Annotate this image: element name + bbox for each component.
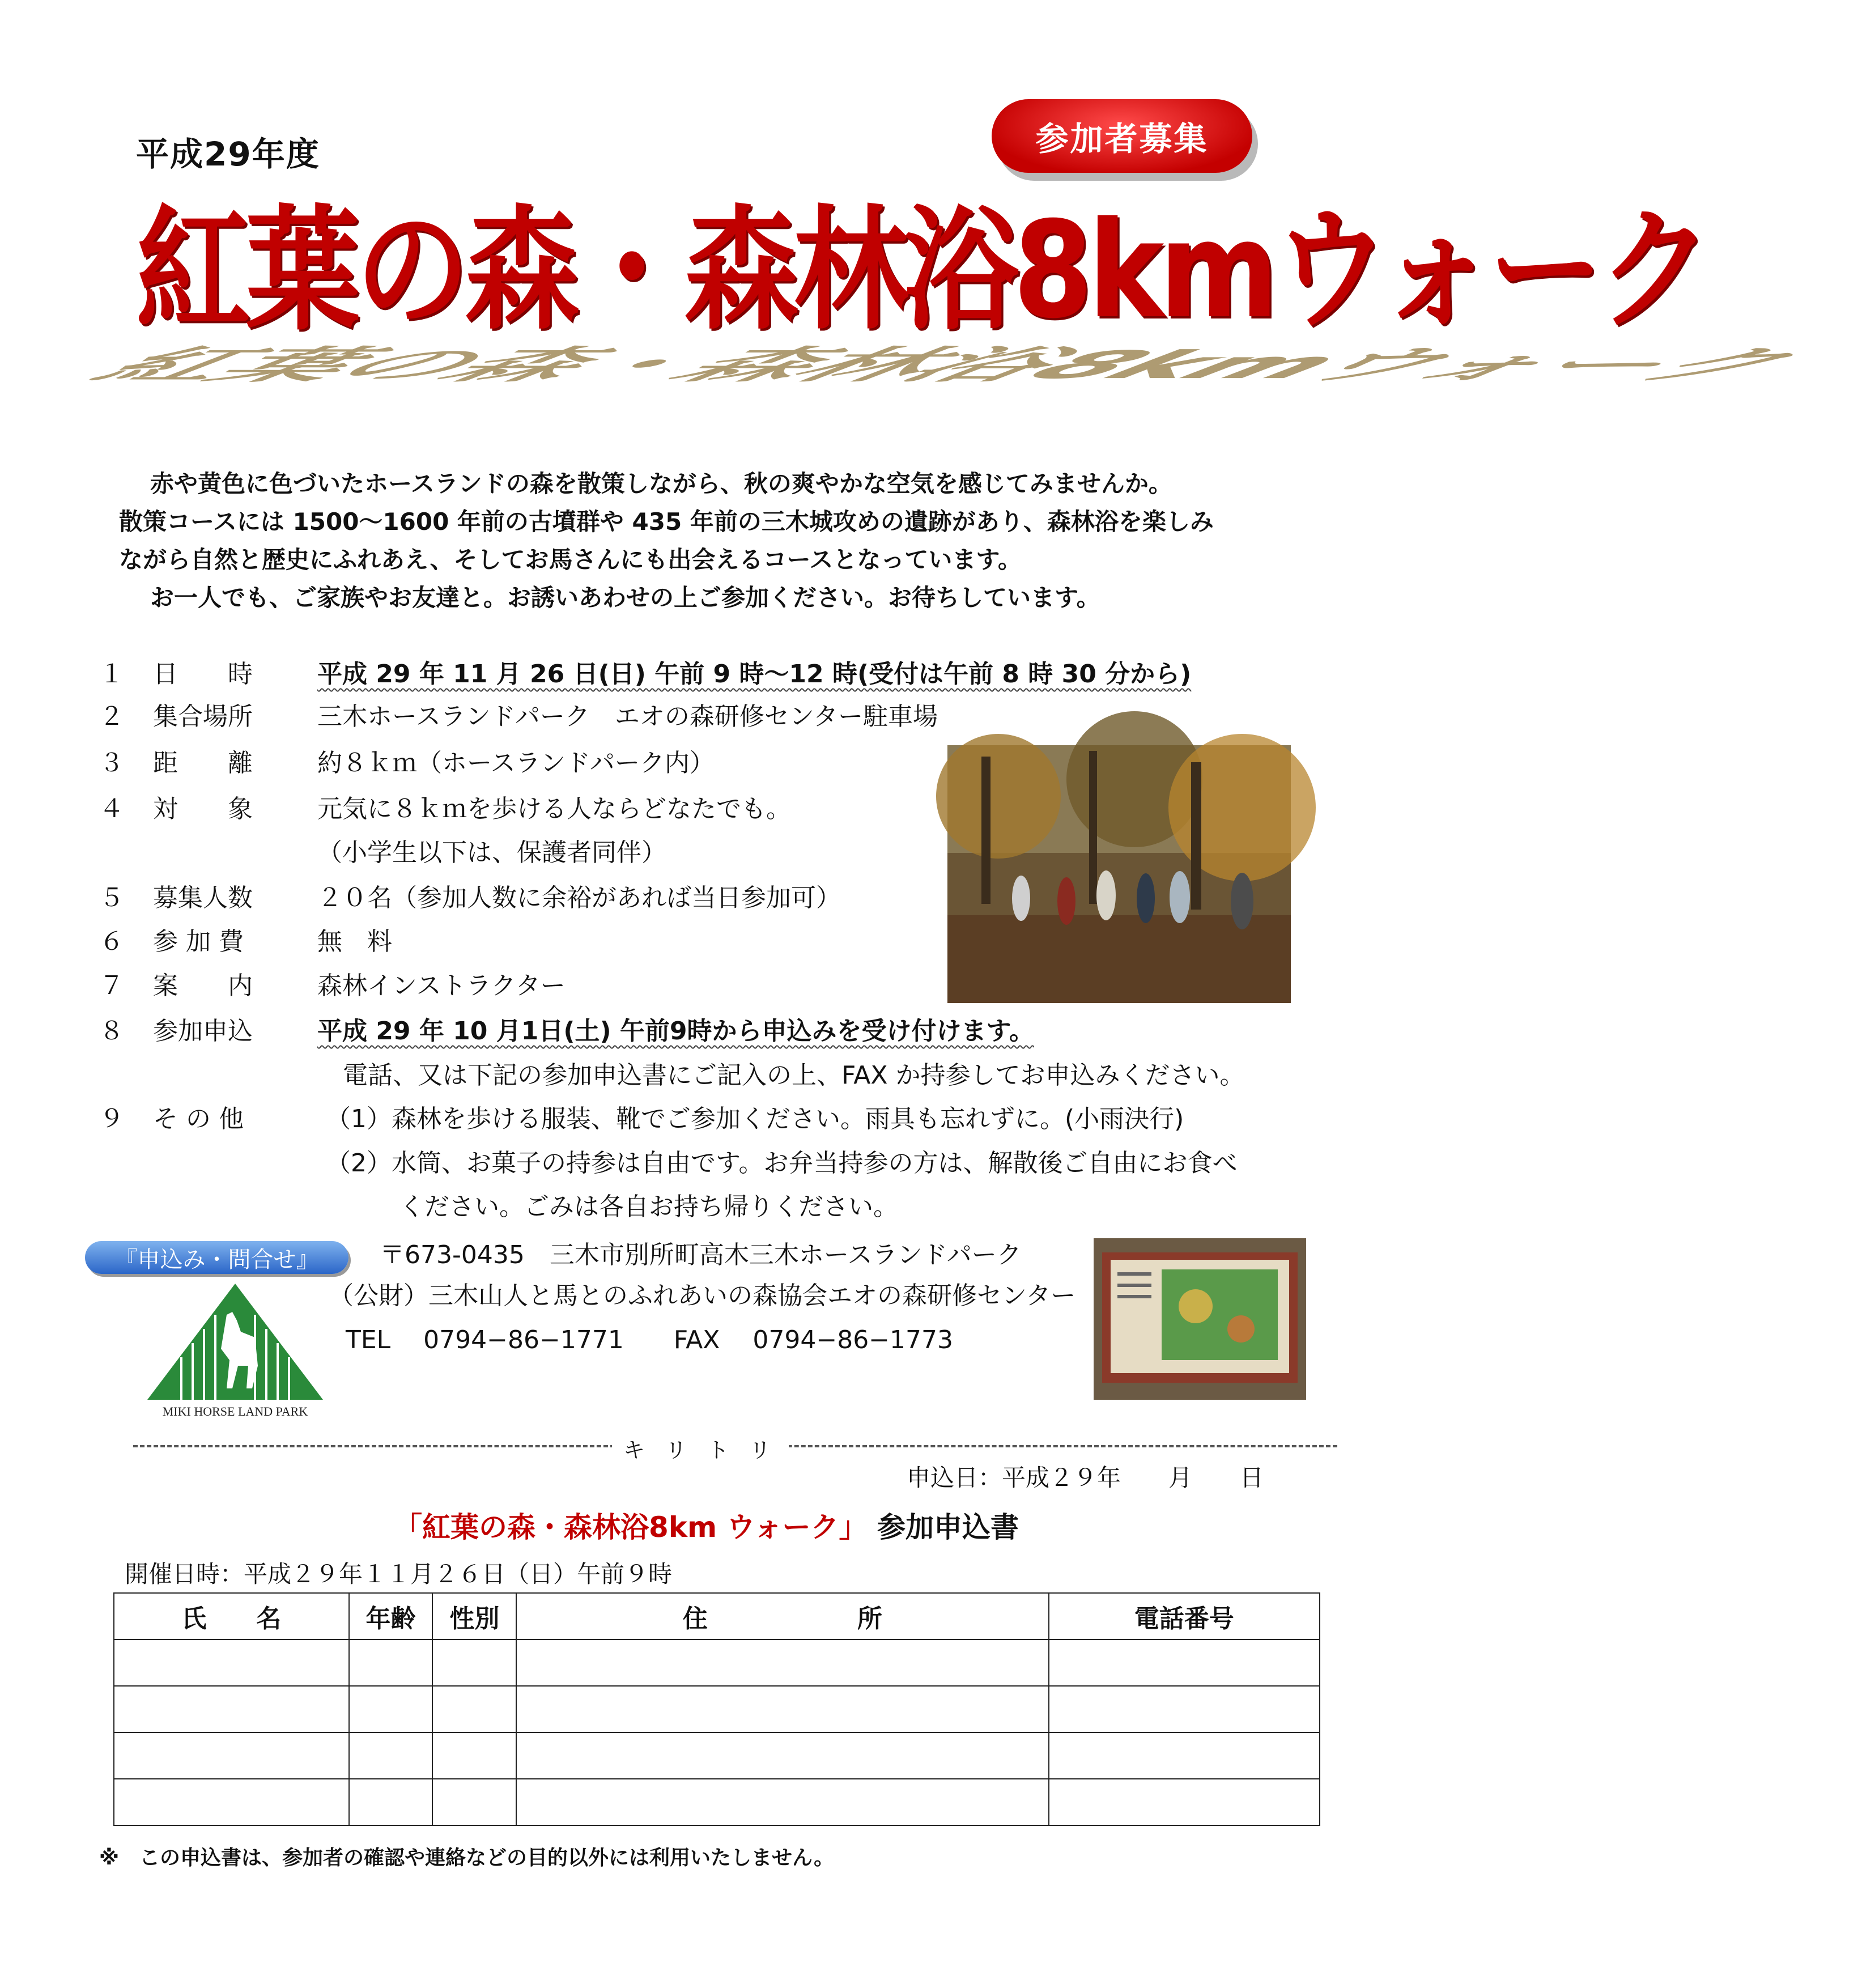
detail-label: 集合場所 <box>153 702 253 731</box>
application-form-title <box>394 1505 1019 1545</box>
phone-cell[interactable] <box>1049 1732 1320 1779</box>
age-cell[interactable] <box>349 1639 433 1686</box>
cut-here-label: キ リ ト リ <box>612 1433 789 1464</box>
detail-num: ５ <box>99 883 124 912</box>
table-row <box>114 1732 1320 1779</box>
table-row <box>114 1779 1320 1825</box>
detail-label: 募集人数 <box>153 883 253 912</box>
detail-value: （2）水筒、お菓子の持参は自由です。お弁当持参の方は、解散後ご自由にお食べ <box>326 1149 1238 1178</box>
intro-line: ながら自然と歴史にふれあえ、そしてお馬さんにも出会えるコースとなっています。 <box>119 546 1022 574</box>
column-header-gender: 性別 <box>432 1593 516 1639</box>
name-cell[interactable] <box>114 1779 349 1825</box>
application-date: 申込日：平成２９年 月 日 <box>907 1464 1264 1492</box>
detail-label: 距 離 <box>153 749 253 778</box>
contact-organization: （公財）三木山人と馬とのふれあいの森協会エオの森研修センター <box>329 1281 1076 1310</box>
forest-walk-photo <box>947 745 1291 1003</box>
detail-num: ６ <box>99 927 124 956</box>
phone-cell[interactable] <box>1049 1779 1320 1825</box>
detail-label: 参加申込 <box>153 1017 253 1046</box>
detail-value: 元気に８ｋｍを歩ける人ならどなたでも。 <box>317 795 791 823</box>
detail-row-other-3 <box>0 1190 1303 1224</box>
intro-line: お一人でも、ご家族やお友達と。お誘いあわせの上ご参加ください。お待ちしています。 <box>150 584 1100 611</box>
detail-label: 日 時 <box>153 660 253 689</box>
main-title: 紅葉の森・森林浴8kmウォーク <box>136 193 1708 348</box>
detail-value: （小学生以下は、保護者同伴） <box>317 838 666 867</box>
detail-num: １ <box>99 660 124 689</box>
column-header-age: 年齢 <box>349 1593 433 1639</box>
contact-address: 〒673-0435 三木市別所町高木三木ホースランドパーク <box>380 1241 1022 1269</box>
detail-num: ４ <box>99 795 124 823</box>
gender-cell[interactable] <box>432 1686 516 1732</box>
address-cell[interactable] <box>516 1732 1048 1779</box>
application-table <box>113 1592 1320 1826</box>
detail-value: 無 料 <box>317 927 392 956</box>
detail-value: （1）森林を歩ける服装、靴でご参加ください。雨具も忘れずに。(小雨決行) <box>326 1105 1184 1133</box>
gender-cell[interactable] <box>432 1779 516 1825</box>
detail-num: ８ <box>99 1017 124 1046</box>
event-datetime: 開催日時：平成２９年１１月２６日（日）午前９時 <box>125 1560 673 1588</box>
column-header-address: 住 所 <box>516 1593 1048 1639</box>
form-title-event: 「紅葉の森・森林浴8km ウォーク」 <box>394 1511 868 1544</box>
detail-value: 平成 29 年 11 月 26 日(日) 午前 9 時〜12 時(受付は午前 8 時 30 分から) <box>317 660 1192 689</box>
phone-cell[interactable] <box>1049 1639 1320 1686</box>
table-row <box>114 1639 1320 1686</box>
detail-row-apply-note <box>0 1059 1360 1093</box>
detail-num: ２ <box>99 702 124 731</box>
title-shadow: 紅葉の森・森林浴8kmウォーク <box>65 342 1840 388</box>
miki-horse-land-park-logo <box>142 1281 329 1420</box>
detail-row-date <box>0 657 1303 691</box>
age-cell[interactable] <box>349 1779 433 1825</box>
address-cell[interactable] <box>516 1779 1048 1825</box>
table-row <box>114 1686 1320 1732</box>
gender-cell[interactable] <box>432 1639 516 1686</box>
table-header-row <box>114 1593 1320 1639</box>
name-cell[interactable] <box>114 1732 349 1779</box>
age-cell[interactable] <box>349 1686 433 1732</box>
phone-cell[interactable] <box>1049 1686 1320 1732</box>
detail-row-other <box>0 1102 1303 1136</box>
name-cell[interactable] <box>114 1686 349 1732</box>
form-title-label: 参加申込書 <box>877 1511 1019 1544</box>
detail-value: ２０名（参加人数に余裕があれば当日参加可） <box>317 883 841 912</box>
recruit-badge: 参加者募集 <box>992 99 1252 173</box>
inquiry-badge: 『申込み・問合せ』 <box>85 1241 348 1274</box>
column-header-name: 氏 名 <box>114 1593 349 1639</box>
age-cell[interactable] <box>349 1732 433 1779</box>
detail-num: ９ <box>99 1105 124 1133</box>
detail-num: ７ <box>99 971 124 1000</box>
detail-value: 約８ｋｍ（ホースランドパーク内） <box>317 749 715 778</box>
intro-line: 散策コースには 1500〜1600 年前の古墳群や 435 年前の三木城攻めの遺跡があり、森林浴を楽しみ <box>119 508 1214 536</box>
gender-cell[interactable] <box>432 1732 516 1779</box>
detail-value: 三木ホースランドパーク エオの森研修センター駐車場 <box>317 702 938 731</box>
detail-value: 平成 29 年 10 月1日(土) 午前9時から申込みを受け付けます。 <box>317 1017 1034 1046</box>
detail-value: 森林インストラクター <box>317 971 566 1000</box>
address-cell[interactable] <box>516 1639 1048 1686</box>
detail-value: 電話、又は下記の参加申込書にご記入の上、FAX か持参してお申込みください。 <box>343 1061 1245 1090</box>
detail-label: 案 内 <box>153 971 253 1000</box>
course-map-board-photo <box>1094 1238 1306 1400</box>
detail-label: そ の 他 <box>153 1105 244 1133</box>
detail-num: ３ <box>99 749 124 778</box>
detail-value: ください。ごみは各自お持ち帰りください。 <box>399 1192 898 1221</box>
contact-phone-fax: TEL 0794−86−1771 FAX 0794−86−1773 <box>346 1326 954 1354</box>
privacy-footnote: ※ この申込書は、参加者の確認や連絡などの目的以外には利用いたしません。 <box>99 1846 835 1870</box>
logo-text: MIKI HORSE LAND PARK <box>162 1404 308 1418</box>
fiscal-year: 平成29年度 <box>136 135 320 173</box>
detail-label: 対 象 <box>153 795 253 823</box>
details-list <box>0 0 1406 1247</box>
address-cell[interactable] <box>516 1686 1048 1732</box>
intro-line: 赤や黄色に色づいたホースランドの森を散策しながら、秋の爽やかな空気を感じてみませんか。 <box>150 470 1172 498</box>
detail-row-apply <box>0 1014 1303 1048</box>
name-cell[interactable] <box>114 1639 349 1686</box>
detail-label: 参 加 費 <box>153 927 244 956</box>
column-header-phone: 電話番号 <box>1049 1593 1320 1639</box>
detail-row-other-2 <box>0 1146 1360 1180</box>
